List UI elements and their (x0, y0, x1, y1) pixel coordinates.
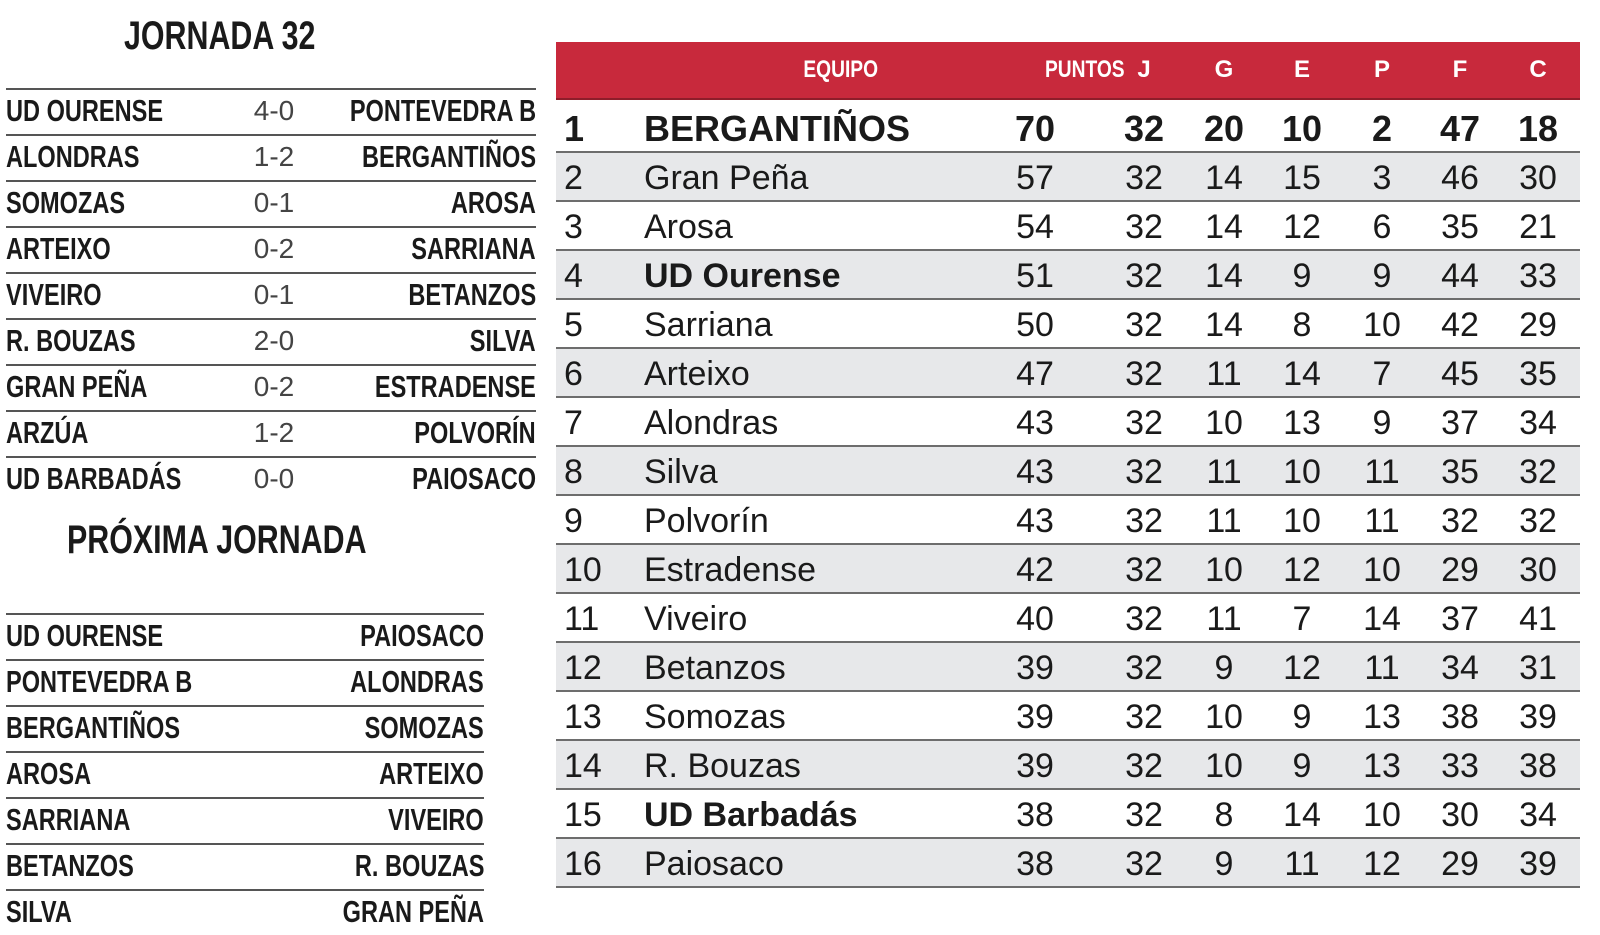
row-team: UD Barbadás (644, 796, 858, 834)
row-lost: 6 (1372, 208, 1392, 246)
standings-row (556, 545, 1580, 594)
row-won: 11 (1206, 600, 1242, 638)
row-points: 39 (1016, 698, 1054, 736)
row-drawn: 10 (1281, 108, 1323, 149)
row-won: 14 (1205, 159, 1243, 197)
row-points: 39 (1016, 747, 1054, 785)
result-away: BETANZOS (408, 277, 536, 312)
row-played: 32 (1125, 453, 1163, 491)
row-lost: 9 (1372, 404, 1392, 442)
result-away: SILVA (470, 323, 536, 358)
row-goals-against: 33 (1519, 257, 1557, 295)
fixture-row (6, 797, 484, 843)
row-drawn: 15 (1283, 159, 1321, 197)
row-points: 70 (1014, 108, 1056, 149)
row-position: 5 (564, 306, 583, 344)
row-goals-against: 34 (1519, 796, 1557, 834)
fixture-row (6, 843, 484, 889)
row-drawn: 12 (1283, 208, 1321, 246)
row-goals-for: 37 (1441, 600, 1479, 638)
row-goals-for: 37 (1441, 404, 1479, 442)
result-home: UD BARBADÁS (6, 461, 182, 496)
row-lost: 10 (1363, 796, 1401, 834)
row-team: Estradense (644, 551, 816, 589)
row-goals-against: 30 (1519, 159, 1557, 197)
standings-row (556, 251, 1580, 300)
row-goals-against: 31 (1519, 649, 1557, 687)
row-lost: 13 (1363, 747, 1401, 785)
standings-table (556, 42, 1580, 888)
row-team: Paiosaco (644, 845, 784, 883)
row-position: 15 (564, 796, 602, 834)
row-team: Sarriana (644, 306, 773, 344)
col-puntos: PUNTOS (1044, 56, 1125, 83)
row-team: Viveiro (644, 600, 748, 638)
result-row (6, 410, 536, 456)
row-lost: 12 (1363, 845, 1401, 883)
row-points: 51 (1016, 257, 1054, 295)
fixture-row (6, 613, 484, 659)
standings-row (556, 839, 1580, 888)
result-row (6, 364, 536, 410)
standings-row (556, 202, 1580, 251)
result-score: 4-0 (253, 95, 295, 126)
row-position: 6 (564, 355, 583, 393)
result-score: 1-2 (253, 141, 295, 172)
row-team: R. Bouzas (644, 747, 801, 785)
row-points: 38 (1016, 796, 1054, 834)
fixture-row (6, 705, 484, 751)
col-p: P (1373, 56, 1390, 83)
standings-row (556, 692, 1580, 741)
result-home: SOMOZAS (6, 185, 126, 220)
row-goals-against: 39 (1519, 698, 1557, 736)
row-won: 20 (1203, 108, 1245, 149)
fixture-away: GRAN PEÑA (342, 894, 484, 929)
standings-row (556, 398, 1580, 447)
row-drawn: 14 (1283, 796, 1321, 834)
fixture-away: R. BOUZAS (354, 848, 484, 883)
row-position: 9 (564, 502, 583, 540)
row-played: 32 (1125, 747, 1163, 785)
row-team: Somozas (644, 698, 786, 736)
result-away: ESTRADENSE (374, 369, 536, 404)
row-goals-against: 32 (1519, 453, 1557, 491)
row-points: 54 (1016, 208, 1054, 246)
row-lost: 10 (1363, 551, 1401, 589)
col-g: G (1214, 56, 1234, 83)
row-team: BERGANTIÑOS (644, 108, 911, 149)
result-away: PAIOSACO (412, 461, 536, 496)
fixture-home: BETANZOS (6, 848, 134, 883)
row-goals-for: 35 (1441, 453, 1479, 491)
fixture-home: UD OURENSE (6, 618, 164, 653)
row-goals-for: 33 (1441, 747, 1479, 785)
result-score: 2-0 (253, 325, 295, 356)
row-goals-against: 21 (1519, 208, 1557, 246)
row-goals-for: 29 (1441, 845, 1479, 883)
row-goals-against: 30 (1519, 551, 1557, 589)
row-played: 32 (1125, 257, 1163, 295)
fixture-away: VIVEIRO (388, 802, 484, 837)
row-won: 14 (1205, 208, 1243, 246)
row-drawn: 8 (1292, 306, 1312, 344)
row-points: 40 (1016, 600, 1054, 638)
fixture-away: PAIOSACO (360, 618, 484, 653)
result-home: VIVEIRO (6, 277, 102, 312)
jornada-title: JORNADA 32 (124, 14, 316, 58)
standings-row (556, 741, 1580, 790)
row-goals-for: 29 (1441, 551, 1479, 589)
result-score: 0-1 (253, 279, 295, 310)
result-score: 0-2 (253, 233, 295, 264)
result-score: 0-0 (253, 463, 295, 494)
row-points: 57 (1016, 159, 1054, 197)
row-goals-against: 41 (1519, 600, 1557, 638)
row-team: Arosa (644, 208, 733, 246)
row-goals-for: 35 (1441, 208, 1479, 246)
fixture-away: ALONDRAS (350, 664, 484, 699)
standings-row (556, 643, 1580, 692)
result-home: R. BOUZAS (6, 323, 136, 358)
row-points: 38 (1016, 845, 1054, 883)
row-drawn: 7 (1292, 600, 1312, 638)
standings-row (556, 496, 1580, 545)
row-lost: 10 (1363, 306, 1401, 344)
result-away: BERGANTIÑOS (361, 139, 536, 174)
row-goals-for: 34 (1441, 649, 1479, 687)
result-row (6, 226, 536, 272)
row-goals-against: 35 (1519, 355, 1557, 393)
standings-row (556, 153, 1580, 202)
row-goals-for: 30 (1441, 796, 1479, 834)
row-lost: 13 (1363, 698, 1401, 736)
row-drawn: 10 (1283, 502, 1321, 540)
row-lost: 2 (1371, 108, 1393, 149)
row-drawn: 12 (1283, 551, 1321, 589)
fixture-away: SOMOZAS (364, 710, 484, 745)
col-f: F (1452, 56, 1468, 83)
row-goals-against: 18 (1517, 108, 1559, 149)
row-won: 14 (1205, 257, 1243, 295)
result-home: GRAN PEÑA (6, 369, 148, 404)
row-points: 47 (1016, 355, 1054, 393)
row-played: 32 (1125, 306, 1163, 344)
row-won: 8 (1214, 796, 1234, 834)
standings-row (556, 790, 1580, 839)
row-lost: 11 (1364, 649, 1400, 687)
row-position: 8 (564, 453, 583, 491)
row-played: 32 (1125, 551, 1163, 589)
col-c: C (1529, 56, 1547, 83)
row-lost: 9 (1372, 257, 1392, 295)
row-team: Gran Peña (644, 159, 809, 197)
row-points: 42 (1016, 551, 1054, 589)
result-row (6, 134, 536, 180)
row-won: 11 (1206, 355, 1242, 393)
col-equipo: EQUIPO (803, 56, 879, 83)
row-position: 4 (564, 257, 583, 295)
fixture-row (6, 659, 484, 705)
row-position: 10 (564, 551, 602, 589)
row-won: 11 (1206, 502, 1242, 540)
row-goals-against: 32 (1519, 502, 1557, 540)
row-position: 12 (564, 649, 602, 687)
row-position: 2 (564, 159, 583, 197)
row-played: 32 (1125, 404, 1163, 442)
row-played: 32 (1125, 796, 1163, 834)
row-played: 32 (1125, 502, 1163, 540)
fixtures-list (6, 613, 484, 935)
result-row (6, 456, 536, 502)
row-drawn: 11 (1284, 845, 1320, 883)
result-row (6, 180, 536, 226)
row-won: 14 (1205, 306, 1243, 344)
row-won: 10 (1205, 404, 1243, 442)
result-home: ARZÚA (6, 415, 89, 450)
row-position: 7 (564, 404, 583, 442)
row-points: 39 (1016, 649, 1054, 687)
standings-header (556, 42, 1580, 98)
row-goals-for: 45 (1441, 355, 1479, 393)
row-goals-against: 29 (1519, 306, 1557, 344)
row-position: 3 (564, 208, 583, 246)
row-points: 43 (1016, 453, 1054, 491)
row-goals-for: 42 (1441, 306, 1479, 344)
result-away: AROSA (450, 185, 536, 220)
row-drawn: 13 (1283, 404, 1321, 442)
fixture-away: ARTEIXO (379, 756, 484, 791)
row-played: 32 (1125, 355, 1163, 393)
row-team: Betanzos (644, 649, 786, 687)
standings-body (556, 104, 1580, 888)
row-lost: 14 (1363, 600, 1401, 638)
row-played: 32 (1125, 159, 1163, 197)
row-played: 32 (1123, 108, 1165, 149)
result-home: ALONDRAS (6, 139, 140, 174)
row-drawn: 14 (1283, 355, 1321, 393)
result-score: 0-2 (253, 371, 295, 402)
result-row (6, 318, 536, 364)
standings-row (556, 594, 1580, 643)
row-points: 50 (1016, 306, 1054, 344)
result-score: 1-2 (253, 417, 295, 448)
row-position: 16 (564, 845, 602, 883)
row-lost: 11 (1364, 453, 1400, 491)
row-team: Silva (644, 453, 718, 491)
row-played: 32 (1125, 600, 1163, 638)
row-played: 32 (1125, 649, 1163, 687)
row-team: Arteixo (644, 355, 750, 393)
row-goals-for: 38 (1441, 698, 1479, 736)
row-position: 14 (564, 747, 602, 785)
fixture-home: PONTEVEDRA B (6, 664, 193, 699)
fixture-home: BERGANTIÑOS (6, 710, 181, 745)
result-away: SARRIANA (411, 231, 536, 266)
result-away: POLVORÍN (414, 415, 536, 450)
result-home: ARTEIXO (6, 231, 111, 266)
row-goals-against: 38 (1519, 747, 1557, 785)
row-team: UD Ourense (644, 257, 841, 295)
row-won: 9 (1214, 649, 1234, 687)
row-drawn: 10 (1283, 453, 1321, 491)
fixture-row (6, 751, 484, 797)
result-home: UD OURENSE (6, 93, 164, 128)
result-score: 0-1 (253, 187, 295, 218)
result-row (6, 272, 536, 318)
row-won: 10 (1205, 698, 1243, 736)
row-played: 32 (1125, 208, 1163, 246)
row-played: 32 (1125, 698, 1163, 736)
row-goals-for: 46 (1441, 159, 1479, 197)
row-won: 9 (1214, 845, 1234, 883)
result-row (6, 88, 536, 134)
result-away: PONTEVEDRA B (349, 93, 536, 128)
row-drawn: 12 (1283, 649, 1321, 687)
row-goals-for: 44 (1441, 257, 1479, 295)
col-e: E (1293, 56, 1310, 83)
row-points: 43 (1016, 404, 1054, 442)
row-goals-for: 32 (1441, 502, 1479, 540)
proxima-title: PRÓXIMA JORNADA (67, 518, 367, 562)
standings-row (556, 349, 1580, 398)
row-played: 32 (1125, 845, 1163, 883)
row-drawn: 9 (1292, 747, 1312, 785)
row-goals-for: 47 (1439, 108, 1481, 149)
row-lost: 7 (1372, 355, 1392, 393)
row-goals-against: 34 (1519, 404, 1557, 442)
standings-row (556, 447, 1580, 496)
row-position: 13 (564, 698, 602, 736)
row-lost: 11 (1364, 502, 1400, 540)
standings-row (556, 300, 1580, 349)
row-team: Alondras (644, 404, 779, 442)
row-drawn: 9 (1292, 257, 1312, 295)
fixture-home: SILVA (6, 894, 72, 929)
row-won: 10 (1205, 551, 1243, 589)
fixture-home: AROSA (6, 756, 92, 791)
row-lost: 3 (1372, 159, 1392, 197)
col-j: J (1137, 56, 1151, 83)
row-drawn: 9 (1292, 698, 1312, 736)
row-position: 11 (564, 600, 600, 638)
fixture-home: SARRIANA (6, 802, 131, 837)
row-won: 10 (1205, 747, 1243, 785)
fixture-row (6, 889, 484, 935)
row-won: 11 (1206, 453, 1242, 491)
standings-row (556, 104, 1580, 153)
row-points: 43 (1016, 502, 1054, 540)
row-goals-against: 39 (1519, 845, 1557, 883)
results-list (6, 88, 536, 502)
row-team: Polvorín (644, 502, 769, 540)
row-position: 1 (564, 108, 585, 149)
